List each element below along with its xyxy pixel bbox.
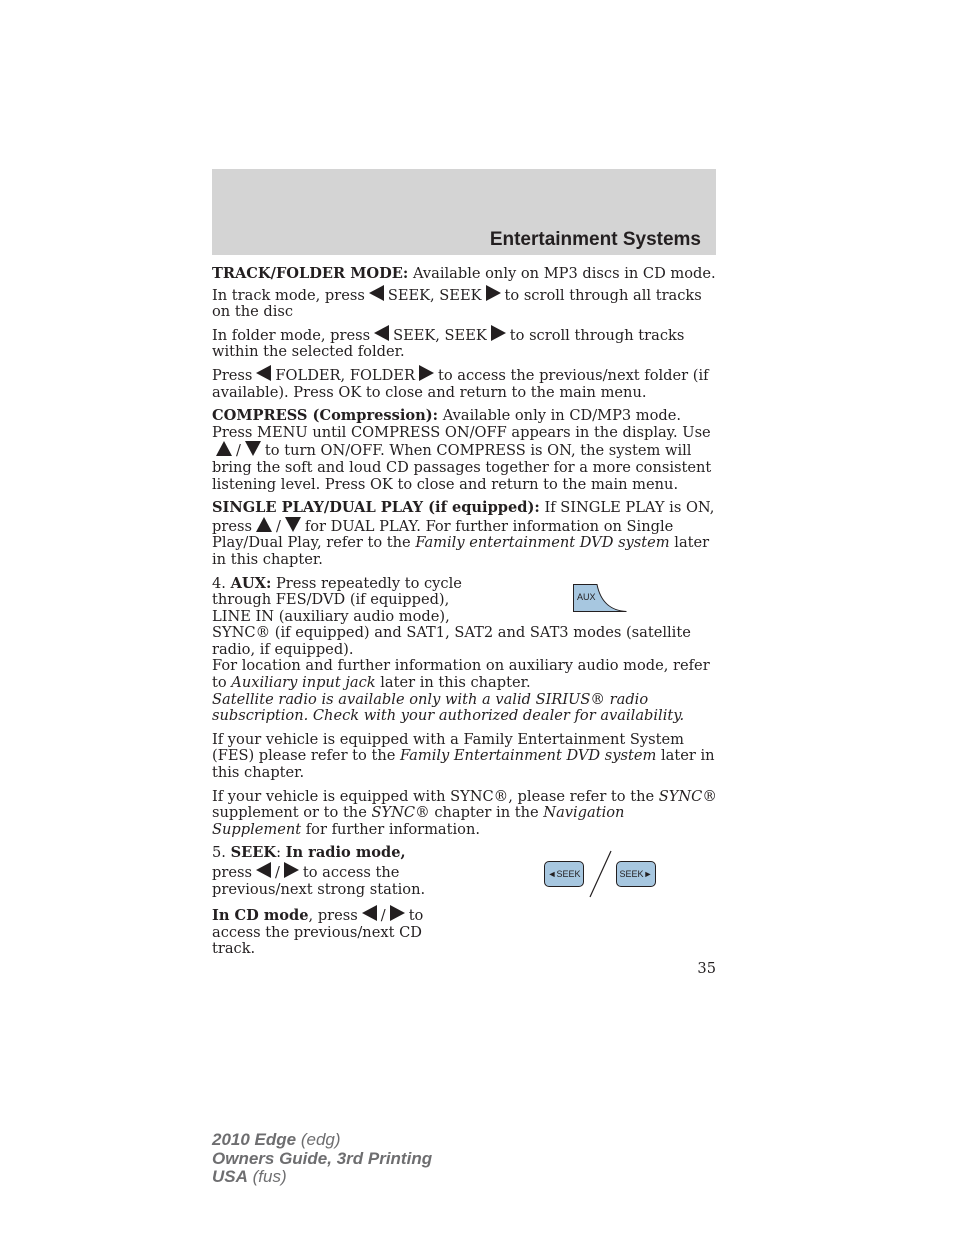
aux-heading: AUX: [230, 574, 272, 592]
track-mode-instruction: In track mode, press SEEK, SEEK to scroll through all tracks on the disc [212, 286, 702, 321]
page-number: 35 [697, 960, 716, 977]
aux-button-label: AUX [577, 592, 596, 602]
seek-right-button: SEEK► [616, 861, 656, 887]
compress-paragraph: COMPRESS (Compression): Available only in CD/MP3 mode. Press MENU until COMPRESS ON/OFF appears in the display. Use/ to turn ON/OFF. When COMPRESS is ON, the system will bring the soft and loud CD passages together for a more consistent listening level. Press OK to close and return to the main menu. [212, 407, 712, 493]
arrow-down-icon [285, 517, 301, 532]
folder-press-instruction: Press FOLDER, FOLDER to access the previous/next folder (if available). Press OK to close and return to the main menu. [212, 366, 709, 401]
arrow-up-icon [256, 517, 272, 532]
aux-location-paragraph: For location and further information on auxiliary audio mode, refer to Auxiliary input jack later in this chapter. [212, 657, 710, 692]
seek-right-icon [284, 862, 299, 878]
aux-button-icon [573, 584, 627, 612]
chapter-title: Entertainment Systems [489, 229, 701, 250]
seek-left-icon [374, 325, 389, 341]
arrow-down-icon [245, 441, 261, 456]
seek-radio-paragraph: 5. SEEK: In radio mode, press / to access the previous/next strong station. [212, 844, 426, 898]
single-play-paragraph: SINGLE PLAY/DUAL PLAY (if equipped): If SINGLE PLAY is ON, press / for DUAL PLAY. For further information on Single Play/Dual Play, refer to the Family entertainment DVD system later in this chapter. [212, 499, 715, 568]
sync-paragraph: If your vehicle is equipped with SYNC®, please refer to the SYNC® supplement or to the SYNC® chapter in the Navigation Supplement for further information. [212, 787, 717, 838]
seek-right-icon [491, 325, 506, 341]
single-play-heading: SINGLE PLAY/DUAL PLAY (if equipped): [212, 499, 540, 517]
arrow-up-icon [216, 441, 232, 456]
track-folder-heading: TRACK/FOLDER MODE: [212, 265, 409, 282]
chapter-header-band [212, 169, 716, 255]
seek-left-icon [362, 905, 377, 921]
track-folder-intro: TRACK/FOLDER MODE: Available only on MP3 discs in CD mode. [212, 265, 716, 282]
fes-paragraph: If your vehicle is equipped with a Family Entertainment System (FES) please refer to the Family Entertainment DVD system later in this chapter. [212, 730, 715, 782]
seek-left-button: ◄SEEK [544, 861, 584, 887]
seek-heading: SEEK [230, 844, 277, 862]
seek-right-icon [486, 285, 501, 301]
folder-left-icon [256, 365, 271, 381]
seek-left-icon [369, 285, 384, 301]
compress-heading: COMPRESS (Compression): [212, 407, 439, 425]
cd-mode-heading: In CD mode [212, 907, 309, 925]
aux-button-illustration [573, 584, 627, 612]
seek-cd-paragraph: In CD mode, press / to access the previous/next CD track. [212, 907, 424, 958]
seek-left-icon [256, 862, 271, 878]
aux-paragraph: 4. AUX: Press repeatedly to cycle through FES/DVD (if equipped), LINE IN (auxiliary audio mode), SYNC® (if equipped) and SAT1, SAT2 and SAT3 modes (satellite radio, if equipped). [212, 574, 691, 658]
footer-line-3: USA (fus) [212, 1167, 287, 1186]
document-footer [212, 1131, 432, 1187]
seek-buttons-illustration [543, 849, 657, 899]
satellite-note: Satellite radio is available only with a valid SIRIUS® radio subscription. Check with your authorized dealer for availability. [212, 690, 685, 725]
footer-line-2: Owners Guide, 3rd Printing [212, 1148, 433, 1168]
seek-right-icon [390, 905, 405, 921]
footer-line-1: 2010 Edge (edg) [212, 1130, 341, 1149]
folder-mode-instruction: In folder mode, press SEEK, SEEK to scroll through tracks within the selected folder. [212, 326, 685, 361]
divider-line-icon [587, 849, 613, 899]
radio-mode-heading: In radio mode, [285, 844, 406, 862]
folder-right-icon [419, 365, 434, 381]
